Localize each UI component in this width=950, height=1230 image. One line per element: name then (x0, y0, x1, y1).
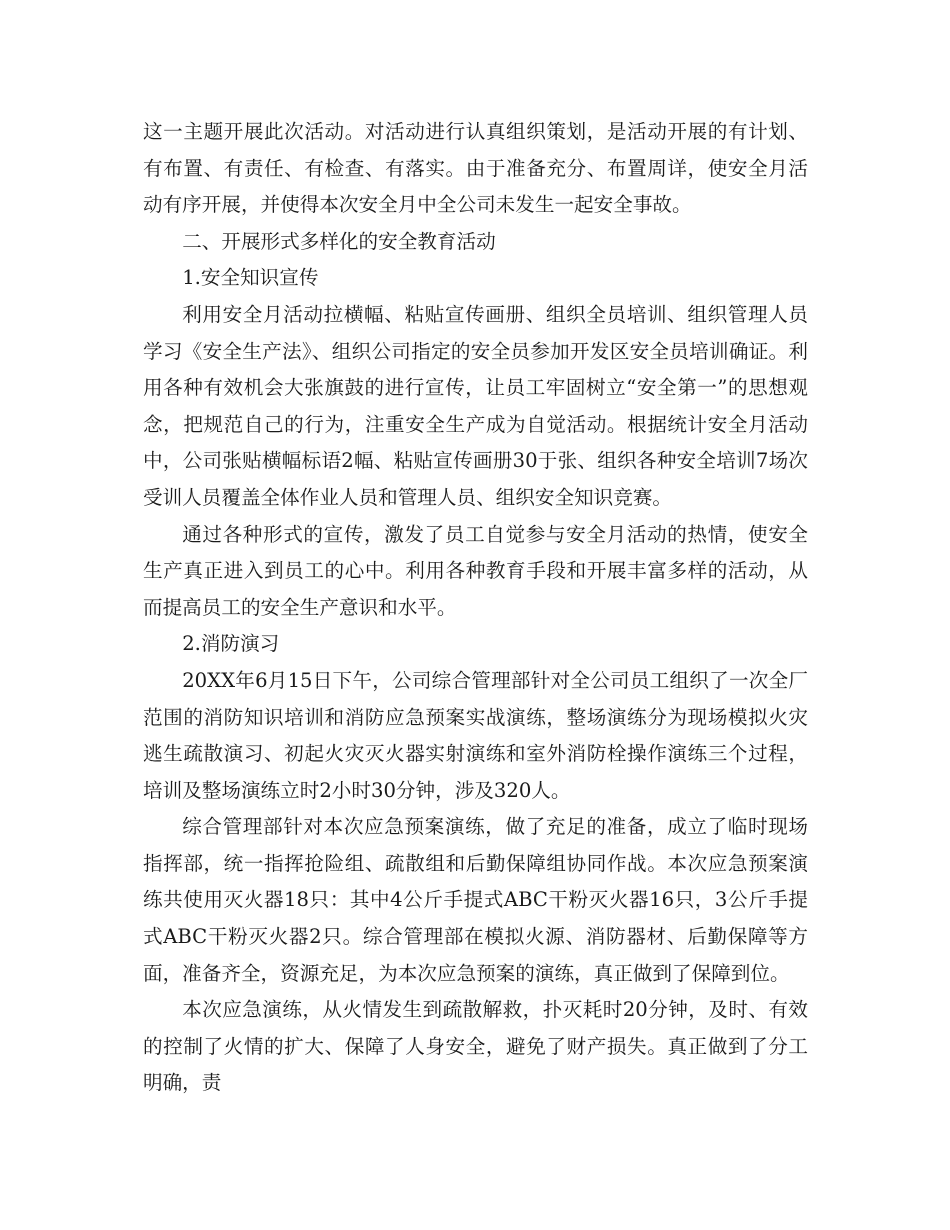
paragraph-publicity-effect: 通过各种形式的宣传，激发了员工自觉参与安全月活动的热情，使安全生产真正进入到员工的心中。利用各种教育手段和开展丰富多样的活动，从而提高员工的安全生产意识和水平。 (143, 522, 808, 619)
section-heading-education-activities: 二、开展形式多样化的安全教育活动 (182, 229, 496, 253)
paragraph-fire-drill: 20XX年6月15日下午，公司综合管理部针对全公司员工组织了一次全厂范围的消防知识培训和消防应急预案实战演练，整场演练分为现场模拟火灾逃生疏散演习、初起火灾灭火器实射演练和室外消防栓操作演练三个过程，培训及整场演练立时2小时30分钟，涉及320人。 (143, 668, 808, 802)
paragraph-drill-preparation: 综合管理部针对本次应急预案演练，做了充足的准备，成立了临时现场指挥部，统一指挥抢险组、疏散组和后勤保障组协同作战。本次应急预案演练共使用灭火器18只：其中4公斤手提式ABC干粉灭火器16只，3公斤手提式ABC干粉灭火器2只。综合管理部在模拟火源、消防器材、后勤保障等方面，准备齐全，资源充足，为本次应急预案的演练，真正做到了保障到位。 (143, 815, 808, 985)
subheading-fire-drill: 2.消防演习 (182, 632, 280, 656)
paragraph-drill-result: 本次应急演练，从火情发生到疏散解救，扑灭耗时20分钟，及时、有效的控制了火情的扩大、保障了人身安全，避免了财产损失。真正做到了分工明确，责 (143, 998, 808, 1095)
subheading-safety-knowledge: 1.安全知识宣传 (182, 266, 319, 290)
document-body (143, 114, 808, 1102)
paragraph-continuation: 这一主题开展此次活动。对活动进行认真组织策划，是活动开展的有计划、有布置、有责任、有检查、有落实。由于准备充分、布置周详，使安全月活动有序开展，并使得本次安全月中全公司未发生一起安全事故。 (143, 120, 808, 217)
paragraph-publicity: 利用安全月活动拉横幅、粘贴宣传画册、组织全员培训、组织管理人员学习《安全生产法》、组织公司指定的安全员参加开发区安全员培训确证。利用各种有效机会大张旗鼓的进行宣传，让员工牢固树立“安全第一”的思想观念，把规范自己的行为，注重安全生产成为自觉活动。根据统计安全月活动中，公司张贴横幅标语2幅、粘贴宣传画册30于张、组织各种安全培训7场次受训人员覆盖全体作业人员和管理人员、组织安全知识竞赛。 (143, 302, 808, 509)
